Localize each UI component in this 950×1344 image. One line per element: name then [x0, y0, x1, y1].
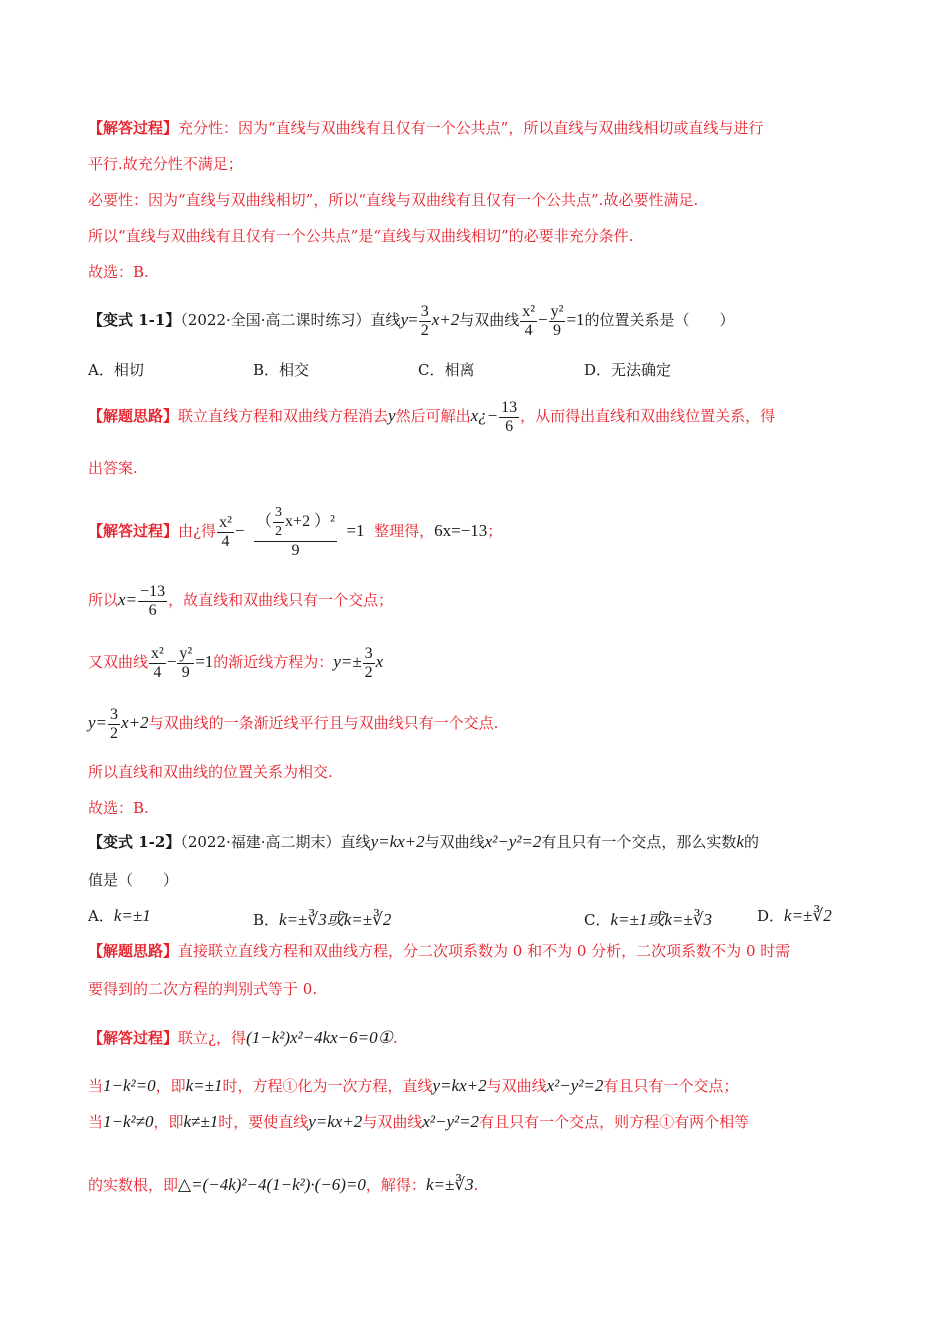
fraction — [149, 645, 166, 682]
variant-1-1-answer-line1 — [88, 502, 502, 560]
option-text: 相离 — [444, 361, 475, 379]
option-text: 无法确定 — [611, 361, 672, 379]
frac-num: 3 — [273, 504, 284, 523]
frac-den: 9 — [181, 663, 190, 681]
option-label: B． — [253, 361, 280, 379]
idea-text: 直接联立直线方程和双曲线方程，分二次项系数为 0 和不为 0 分析，二次项系数不为 0 时需 — [178, 942, 791, 960]
stem-text: 直线 — [370, 311, 401, 329]
math-minus: − — [234, 521, 245, 540]
variant-tag: 【变式 1-2】 — [88, 833, 181, 851]
frac-num: 3 — [110, 705, 119, 723]
stem-text: 的位置关系是（ ） — [584, 311, 735, 329]
punct: . — [473, 1176, 479, 1194]
answer-text: ，解得： — [365, 1176, 426, 1194]
math-expr: y=± — [333, 652, 362, 671]
variant-1-1-answer-line3 — [88, 642, 383, 682]
answer-process-1-line4: 所以“直线与双曲线有且仅有一个公共点”是“直线与双曲线相切”的必要非充分条件. — [88, 227, 634, 245]
frac-num: 3 — [420, 302, 429, 320]
option-label: A． — [88, 361, 114, 379]
fraction — [273, 504, 284, 541]
option-b[interactable] — [253, 359, 309, 380]
option-label: A． — [88, 907, 114, 925]
answer-text: 又双曲线 — [88, 653, 149, 671]
answer-tag: 【解答过程】 — [88, 1029, 179, 1047]
frac-num: y² — [179, 644, 193, 662]
variant-1-1-idea-line2: 出答案. — [88, 459, 138, 477]
idea-tag: 【解题思路】 — [88, 407, 179, 425]
math-expr: k≠±1 — [183, 1112, 219, 1131]
fraction — [177, 645, 194, 682]
answer-tag: 【解答过程】 — [88, 522, 179, 540]
option-label: D． — [757, 907, 785, 925]
stem-text: 的 — [743, 833, 759, 851]
idea-text: 然后可解出 — [395, 407, 471, 425]
option-label: B． — [253, 911, 280, 929]
answer-text: 整理得， — [374, 522, 435, 540]
paren: （ — [256, 513, 273, 531]
fraction — [138, 583, 167, 620]
answer-text: 的实数根，即 — [88, 1176, 179, 1194]
answer-text: 当 — [88, 1113, 104, 1131]
math-rest: x+2 ）² — [285, 513, 335, 531]
frac-den: 2 — [364, 663, 373, 681]
math-expr: 1−k²=0 — [103, 1076, 156, 1095]
option-c[interactable] — [584, 905, 712, 930]
math-expr: y=kx+2 — [370, 832, 425, 851]
answer-conclusion-1: 故选：B. — [88, 263, 149, 281]
fraction — [363, 645, 375, 682]
math-expr: x= — [118, 590, 138, 609]
answer-text: 由¿得 — [178, 522, 217, 540]
stem-text: 与双曲线 — [424, 833, 485, 851]
answer-text: 与双曲线 — [486, 1077, 547, 1095]
option-text: 相切 — [113, 361, 144, 379]
answer-tag: 【解答过程】 — [88, 119, 179, 137]
answer-text: 与双曲线 — [362, 1113, 423, 1131]
answer-text: 当 — [88, 1077, 104, 1095]
frac-den: 2 — [275, 524, 283, 539]
variant-source: （2022·全国·高二课时练习） — [180, 311, 371, 329]
math-eq: =1 — [346, 521, 365, 540]
answer-process-1-line2: 平行.故充分性不满足； — [88, 155, 243, 173]
option-label: C． — [584, 911, 611, 929]
option-math: k=±∛2 — [784, 906, 832, 925]
variant-1-2-question — [88, 832, 759, 852]
variant-1-2-idea-line2: 要得到的二次方程的判别式等于 0. — [88, 980, 318, 998]
math-expr: △=(−4k)²−4(1−k²)·(−6)=0 — [178, 1175, 366, 1194]
frac-num: 13 — [501, 398, 518, 416]
variant-1-1-conclusion: 故选：B. — [88, 799, 149, 817]
option-math: k=±1或k=±∛3 — [610, 910, 713, 929]
math-result: 6x=−13 — [434, 521, 488, 540]
math-expr: y=kx+2 — [308, 1112, 363, 1131]
frac-den: 6 — [505, 417, 514, 435]
math-expr: (1−k²)x²−4kx−6=0① — [246, 1028, 393, 1047]
option-a[interactable] — [88, 359, 144, 380]
frac-num: x² — [151, 644, 164, 662]
math-expr: 1−k²≠0 — [103, 1112, 154, 1131]
variant-1-1-question — [88, 300, 735, 340]
frac-den: 9 — [553, 321, 562, 339]
math-var: x — [375, 652, 384, 671]
math-eq: =1 — [195, 652, 214, 671]
frac-den: 9 — [291, 542, 300, 559]
variant-1-2-answer-line1 — [88, 1028, 398, 1048]
answer-text: 有且只有一个交点，则方程①有两个相等 — [479, 1113, 750, 1131]
math-expr: x²−y²=2 — [484, 832, 542, 851]
option-math: k=±∛3或k=±∛2 — [279, 910, 392, 929]
answer-process-1-line3: 必要性：因为“直线与双曲线相切”，所以“直线与双曲线有且仅有一个公共点”.故必要性满足. — [88, 191, 699, 209]
answer-text: 联立¿，得 — [178, 1029, 247, 1047]
frac-den: 6 — [148, 601, 157, 619]
frac-num: −13 — [140, 582, 166, 600]
math-var: k — [736, 832, 744, 851]
variant-1-2-answer-line3 — [88, 1112, 749, 1132]
option-d[interactable] — [757, 905, 832, 926]
option-math: k=±1 — [113, 906, 151, 925]
math-expr: x²−y²=2 — [546, 1076, 604, 1095]
math-expr: y=kx+2 — [432, 1076, 487, 1095]
frac-den: 4 — [524, 321, 533, 339]
frac-num — [254, 504, 337, 542]
variant-1-1-answer-line2 — [88, 580, 393, 620]
fraction — [217, 514, 234, 551]
answer-text: 所以 — [88, 591, 119, 609]
frac-den: 4 — [221, 532, 230, 550]
option-text: 相交 — [279, 361, 310, 379]
math-expr: x¿− — [470, 406, 499, 425]
option-label: D． — [584, 361, 612, 379]
frac-num: y² — [550, 302, 564, 320]
math-rest: x+2 — [431, 310, 460, 329]
variant-tag: 【变式 1-1】 — [88, 311, 181, 329]
answer-text: ，故直线和双曲线只有一个交点； — [168, 591, 394, 609]
frac-den: 2 — [110, 724, 119, 742]
frac-den: 2 — [420, 321, 429, 339]
variant-1-2-answer-line2 — [88, 1076, 738, 1096]
math-rest: x+2 — [121, 713, 149, 732]
answer-text: 有且只有一个交点； — [603, 1077, 739, 1095]
math-eq: = — [408, 310, 418, 329]
math-expr: x²−y²=2 — [422, 1112, 480, 1131]
variant-1-1-answer-line5: 所以直线和双曲线的位置关系为相交. — [88, 763, 333, 781]
frac-num: 3 — [364, 644, 373, 662]
option-a[interactable] — [88, 905, 151, 926]
fraction — [499, 399, 519, 436]
punct: . — [392, 1029, 398, 1047]
frac-num: x² — [522, 302, 536, 320]
variant-source: （2022·福建·高二期末） — [180, 833, 341, 851]
variant-1-2-idea — [88, 941, 790, 961]
frac-den: 4 — [153, 663, 162, 681]
punct: ； — [487, 522, 503, 540]
math-y: y — [400, 310, 409, 329]
math-minus: − — [166, 652, 177, 671]
variant-1-2-answer-line4 — [88, 1175, 478, 1195]
option-c[interactable] — [418, 359, 475, 380]
answer-text: ，即 — [153, 1113, 184, 1131]
math-expr: y= — [88, 713, 108, 732]
stem-text: 直线 — [340, 833, 371, 851]
option-d[interactable] — [584, 359, 671, 380]
variant-1-1-idea — [88, 396, 775, 436]
variant-1-1-answer-line4 — [88, 703, 498, 743]
option-label: C． — [418, 361, 445, 379]
fraction — [419, 303, 431, 340]
stem-text: 与双曲线 — [459, 311, 520, 329]
answer-text: 时，方程①化为一次方程，直线 — [222, 1077, 433, 1095]
answer-text: 与双曲线的一条渐近线平行且与双曲线只有一个交点. — [148, 714, 499, 732]
fraction — [245, 504, 345, 560]
fraction — [549, 303, 566, 340]
fraction — [520, 303, 537, 340]
math-eq: =1 — [566, 310, 585, 329]
math-minus: − — [538, 310, 548, 329]
stem-text: 有且只有一个交点，那么实数 — [541, 833, 737, 851]
variant-1-2-question-line2: 值是（ ） — [88, 871, 179, 889]
answer-process-1-line1 — [88, 118, 763, 138]
idea-text: ，从而得出直线和双曲线位置关系，得 — [520, 407, 776, 425]
math-expr: k=±1 — [185, 1076, 223, 1095]
answer-text: ，即 — [155, 1077, 186, 1095]
math-var: y — [388, 406, 396, 425]
answer-text: 时，要使直线 — [218, 1113, 309, 1131]
fraction — [108, 706, 120, 743]
frac-num: x² — [219, 513, 232, 531]
math-expr: k=±∛3 — [425, 1175, 474, 1194]
answer-text: 的渐近线方程为： — [213, 653, 334, 671]
answer-text: 充分性：因为“直线与双曲线有且仅有一个公共点”，所以直线与双曲线相切或直线与进行 — [178, 119, 764, 137]
option-b[interactable] — [253, 905, 391, 930]
idea-tag: 【解题思路】 — [88, 942, 179, 960]
idea-text: 联立直线方程和双曲线方程消去 — [178, 407, 389, 425]
